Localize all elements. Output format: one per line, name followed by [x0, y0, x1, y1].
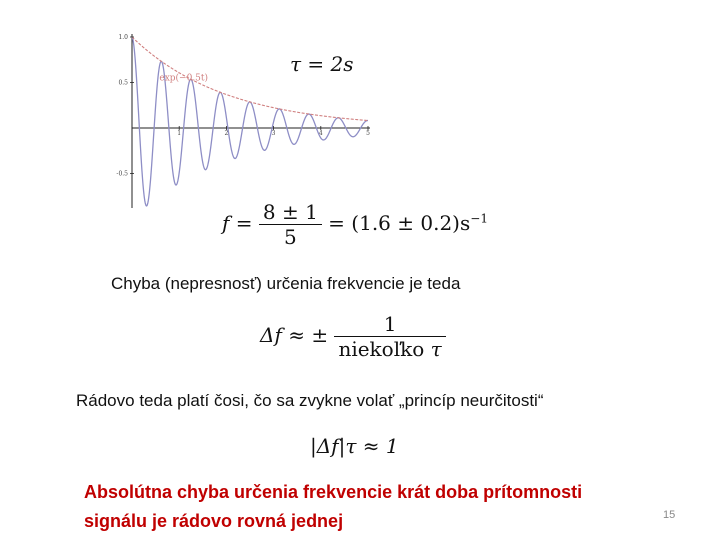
- y-tick-label: 0.5: [118, 79, 128, 87]
- y-tick-label: 1.0: [118, 34, 128, 41]
- freq-numerator: 8 ± 1: [262, 200, 318, 224]
- error-text: Chyba (nepresnosť) určenia frekvencie je teda: [111, 274, 461, 293]
- freq-rhs: (1.6 ± 0.2)s: [351, 211, 471, 235]
- y-tick-label: -0.5: [116, 170, 128, 178]
- delta-f-equation: [260, 312, 446, 361]
- freq-lhs: f: [222, 211, 230, 235]
- x-tick-label: 1: [177, 130, 182, 137]
- x-tick-label: 5: [366, 130, 370, 137]
- uncertainty-equation: |Δf|τ ≈ 1: [310, 434, 399, 458]
- conclusion-line-2: signálu je rádovo rovná jednej: [84, 511, 344, 531]
- x-tick-label: 2: [224, 130, 229, 137]
- freq-denominator: 5: [259, 224, 322, 249]
- frequency-equation: f = $\frac{8 \pm 1}{5}$ = $(1.6 \pm 0.2)s^{-1}$: [222, 200, 488, 249]
- delta-numerator: 1: [383, 312, 397, 336]
- page-number: 15: [663, 509, 676, 521]
- principle-text: Rádovo teda platí čosi, čo sa zvykne volať „princíp neurčitosti“: [76, 391, 544, 410]
- tau-annotation: τ = 2s: [290, 52, 354, 76]
- delta-den-tau: τ: [430, 337, 442, 361]
- x-tick-label: 3: [271, 130, 276, 137]
- envelope-legend-label: exp(−0.5t): [159, 73, 209, 84]
- delta-lhs: Δf ≈ ±: [260, 323, 329, 347]
- conclusion-line-1: Absolútna chyba určenia frekvencie krát doba prítomnosti: [84, 482, 583, 502]
- x-tick-label: 4: [318, 130, 323, 137]
- delta-den-word: niekoľko: [338, 337, 425, 361]
- freq-exponent: −1: [470, 211, 488, 226]
